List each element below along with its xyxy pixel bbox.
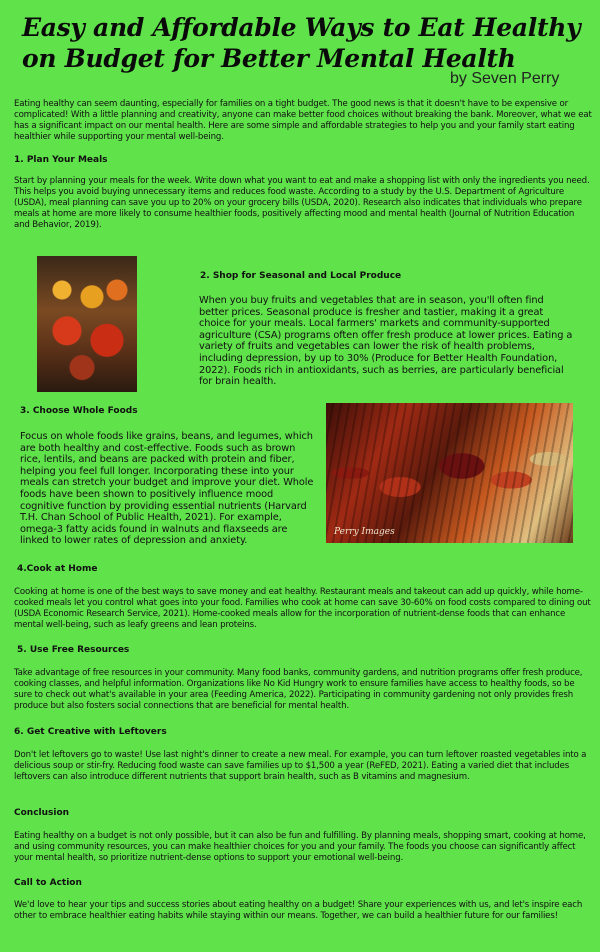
section-body-seasonal-produce: When you buy fruits and vegetables that are in season, you'll often find better prices. Seasonal produce is fresher and tastier, making it a great choice for your meals. Local farmers' markets and community-supported agriculture (CSA) programs often offer fresh produce at lower prices. Eating a variety of fruits and vegetables can lower the risk of health problems, including depression, by up to 30% (Produce for Better Health Foundation, 2022). Foods rich in antioxidants, such as berries, are particularly beneficial for brain health. (199, 295, 573, 388)
section-body-plan-meals: Start by planning your meals for the week. Write down what you want to eat and make a shopping list with only the ingredients you need. This helps you avoid buying unnecessary items and reduces food waste. According to a study by the U.S. Department of Agriculture (USDA), meal planning can save you up to 20% on your grocery bills (USDA, 2020). Research also indicates that individuals who prepare meals at home are more likely to consume healthier foods, positively affecting mood and mental health (Journal of Nutrition Education and Behavior, 2019). (14, 176, 590, 230)
section-body-free-resources: Take advantage of free resources in your community. Many food banks, community gardens, and nutrition programs offer fresh produce, cooking classes, and helpful information. Organizations like No Kid Hungry work to ensure families have access to healthy foods, so be sure to check out what's available in your area (Feeding America, 2022). Participating in community gardening not only provides fresh produce but also fosters social connections that are beneficial for mental health. (14, 668, 583, 711)
article-title: Easy and Affordable Ways to Eat Healthy on Budget for Better Mental Health (22, 13, 581, 73)
section-body-call-to-action: We'd love to hear your tips and success stories about eating healthy on a budget! Share your experiences with us, and let's inspire each other to embrace healthier eating habits while staying within our means. Together, we can build a healthier future for our families! (14, 900, 583, 921)
section-body-whole-foods: Focus on whole foods like grains, beans, and legumes, which are both healthy and cost-effective. Foods such as brown rice, lentils, and beans are packed with protein and fiber, helping you feel full longer. Incorporating these into your meals can stretch your budget and improve your diet. Whole foods have been shown to positively influence mood cognitive function by providing essential nutrients (Harvard T.H. Chan School of Public Health, 2021). For example, omega-3 fatty acids found in walnuts and flaxseeds are linked to lower rates of depression and anxiety. (20, 431, 314, 547)
section-heading-leftovers: 6. Get Creative with Leftovers (14, 727, 167, 737)
section-body-leftovers: Don't let leftovers go to waste! Use last night's dinner to create a new meal. For example, you can turn leftover roasted vegetables into a delicious soup or stir-fry. Reducing food waste can save families up to $1,500 a year (ReFED, 2021). Eating a varied diet that includes leftovers can also introduce different nutrients that support brain health, such as B vitamins and magnesium. (14, 750, 587, 782)
photo-signature: Perry Images (334, 527, 395, 537)
section-heading-conclusion: Conclusion (14, 808, 70, 818)
byline: by Seven Perry (450, 70, 560, 87)
section-heading-cook-home: 4.Cook at Home (17, 564, 98, 574)
section-heading-seasonal-produce: 2. Shop for Seasonal and Local Produce (200, 271, 402, 281)
section-body-conclusion: Eating healthy on a budget is not only possible, but it can also be fun and fulfilling. By planning meals, shopping smart, cooking at home, and using community resources, you can make healthier choices for you and your family. The foods you choose can significantly affect your mental health, so prioritize nutrient-dense options to support your emotional well-being. (14, 831, 586, 863)
section-heading-plan-meals: 1. Plan Your Meals (14, 155, 108, 165)
produce-market-photo (37, 256, 137, 392)
section-heading-free-resources: 5. Use Free Resources (17, 645, 130, 655)
section-heading-whole-foods: 3. Choose Whole Foods (20, 406, 138, 416)
intro-paragraph: Eating healthy can seem daunting, especially for families on a tight budget. The good news is that it doesn't have to be expensive or complicated! With a little planning and creativity, anyone can make better food choices without breaking the bank. Moreover, what we eat has a significant impact on our mental health. Here are some simple and affordable strategies to help you and your family start eating healthier while supporting your mental well-being. (14, 99, 592, 142)
indian-corn-photo (326, 403, 573, 543)
section-body-cook-home: Cooking at home is one of the best ways to save money and eat healthy. Restaurant meals and takeout can add up quickly, while home-cooked meals let you control what goes into your food. Families who cook at home can save 30-60% on food costs compared to dining out (USDA Economic Research Service, 2021). Home-cooked meals allow for the incorporation of nutrient-dense foods that can enhance mental well-being, such as leafy greens and lean proteins. (14, 587, 591, 630)
section-heading-call-to-action: Call to Action (14, 878, 82, 888)
